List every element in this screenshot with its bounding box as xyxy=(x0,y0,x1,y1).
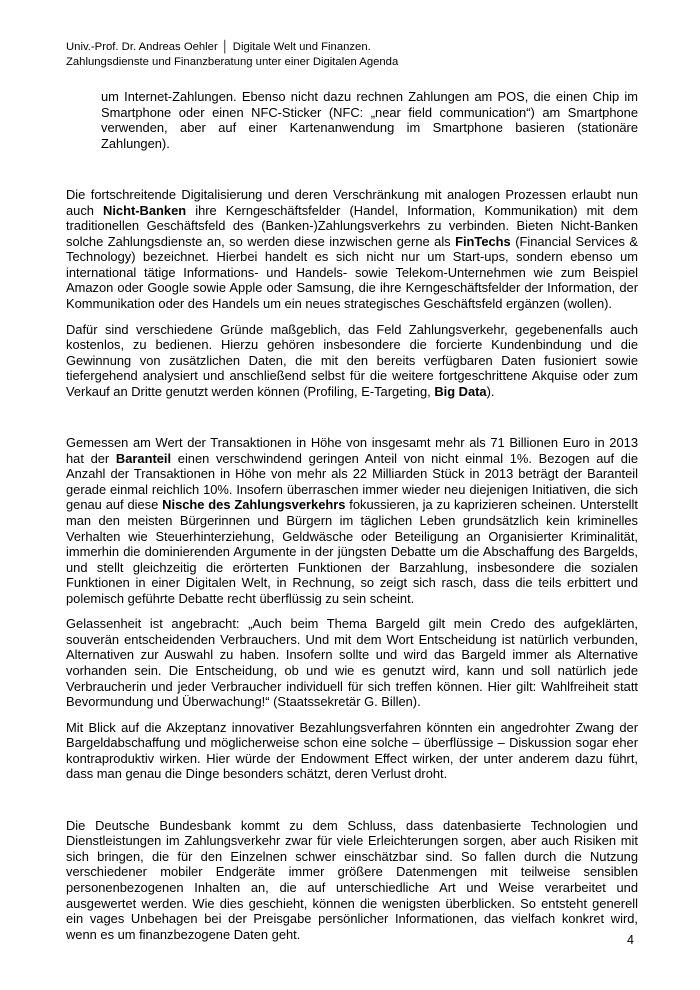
text-span: Gemessen am Wert der Transaktionen in Höhe von insgesamt mehr als 71 Billionen Euro in 2013 hat der xyxy=(66,435,638,466)
page-header xyxy=(66,40,646,70)
paragraph-akzeptanz: Mit Blick auf die Akzeptanz innovativer Bezahlungsverfahren könnten ein angedrohter Zwang der Bargeldabschaffung und möglicherweise schon eine solche – überflüssige – Diskussion sogar eher kontraproduktiv wirken. Hier würde der Endowment Effect wirken, der unter anderem dazu führt, dass man genau die Dinge besonders schätzt, deren Verlust droht. xyxy=(66,719,638,782)
text-span: ). xyxy=(486,383,495,399)
paragraph-digitalisierung xyxy=(66,187,638,311)
bold-term-big-data: Big Data xyxy=(434,383,487,399)
header-line-1 xyxy=(66,40,646,55)
header-author: Univ.-Prof. Dr. Andreas Oehler xyxy=(66,41,218,53)
header-subtitle: Zahlungsdienste und Finanzberatung unter einer Digitalen Agenda xyxy=(66,56,399,68)
text-span: einen verschwindend geringen Anteil von nicht einmal 1%. Bezogen auf die Anzahl der Transaktionen in Höhe von mehr als 22 Milliarden Stück in 2013 beträgt der Baranteil gerade einmal reichlich 10%. Insofern überraschen immer wieder neu diejenigen Initiativen, die sich genau auf diese xyxy=(66,450,639,513)
bold-term-baranteil: Baranteil xyxy=(115,450,172,466)
page-number: 4 xyxy=(627,933,634,947)
paragraph-gruende xyxy=(66,322,638,400)
bold-term-nische: Nische des Zahlungsverkehrs xyxy=(162,497,346,513)
text-span: ihre Kerngeschäftsfelder (Handel, Information, Kommunikation) mit dem traditionellen Geschäftsfeld des (Banken-)Zahlungsverkehrs zu verbinden. Bieten Nicht-Banken solche Zahlungsdienste an, so werden diese inzwischen gerne als xyxy=(66,202,638,249)
text-span: (Financial Services & Technology) bezeichnet. Hierbei handelt es sich nicht nur um Start-ups, sondern ebenso um international tätige Informations- und Handels- sowie Telekom-Unternehmen wie zum Beispiel Amazon oder Google sowie Apple oder Samsung, die ihre Kerngeschäftsfelder der Information, der Kommunikation oder des Handels um ein neues strategisches Geschäftsfeld ergänzen (wollen). xyxy=(66,233,639,312)
text-span: fokussieren, ja zu kaprizieren scheinen. Unterstellt man den meisten Bürgerinnen und Bürgern im täglichen Leben grundsätzlich kein kriminelles Verhalten wie Steuerhinterziehung, Geldwäsche oder Beteiligung an Organisierter Kriminalität, immerhin die dominierenden Argumente in der jüngsten Debatte um die Abschaffung des Bargelds, und stellt gleichzeitig die erörterten Funktionen der Barzahlung, insbesondere die sozialen Funktionen in einer Digitalen Welt, in Rechnung, so zeigt sich rasch, dass die teils erbittert und polemisch geführte Debatte recht überflüssig zu sein scheint. xyxy=(66,497,638,606)
paragraph-baranteil xyxy=(66,435,638,606)
paragraph-bundesbank: Die Deutsche Bundesbank kommt zu dem Schluss, dass datenbasierte Technologien und Dienstleistungen im Zahlungsverkehr zwar für viele Erleichterungen sorgen, aber auch Risiken mit sich bringen, die für den Einzelnen schwer einschätzbar sind. So fallen durch die Nutzung verschiedener mobiler Endgeräte immer größere Datenmengen mit teilweise sensiblen personenbezogenen Inhalten an, die auf unterschiedliche Art und Weise verarbeitet und ausgewertet werden. Wie dies geschieht, können die wenigsten überblicken. So entsteht generell ein vages Unbehagen bei der Preisgabe persönlicher Informationen, das vielfach konkret wird, wenn es um finanzbezogene Daten geht. xyxy=(66,817,638,942)
bold-term-nicht-banken: Nicht-Banken xyxy=(103,202,187,218)
paragraph-gelassenheit: Gelassenheit ist angebracht: „Auch beim Thema Bargeld gilt mein Credo des aufgeklärten, souverän entscheidenden Verbrauchers. Und mit dem Wort Entscheidung ist natürlich verbunden, Alternativen zur Auswahl zu haben. Insofern sollte und wird das Bargeld immer als Alternative vorhanden sein. Die Entscheidung, ob und wie es genutzt wird, kann und soll natürlich jede Verbraucherin und jeder Verbraucher individuell für sich treffen können. Hier gilt: Wahlfreiheit statt Bevormundung und Überwachung!“ (Staatssekretär G. Billen). xyxy=(66,616,638,710)
text-span: Die fortschreitende Digitalisierung und deren Verschränkung mit analogen Prozessen erlaubt nun auch xyxy=(66,187,638,218)
header-title: Digitale Welt und Finanzen. xyxy=(232,41,371,53)
header-separator: │ xyxy=(221,41,229,53)
bold-term-fintechs: FinTechs xyxy=(455,233,511,249)
body-text xyxy=(66,89,638,942)
text-span: Dafür sind verschiedene Gründe maßgeblich, das Feld Zahlungsverkehr, gegebenenfalls auch kostenlos, zu bedienen. Hierzu gehören insbesondere die forcierte Kundenbindung und die Gewinnung von zusätzlichen Daten, die mit den bereits verfügbaren Daten fusioniert sowie tiefergehend analysiert und anschließend selbst für die weitere fortgeschrittene Akquise oder zum Verkauf an Dritte genutzt werden können (Profiling, E-Targeting, xyxy=(66,321,638,399)
paragraph-continued-list-item: um Internet-Zahlungen. Ebenso nicht dazu rechnen Zahlungen am POS, die einen Chip im Smartphone oder einen NFC-Sticker (NFC: „near field communication“) am Smartphone verwenden, aber auf einer Kartenanwendung im Smartphone basieren (stationäre Zahlungen). xyxy=(101,89,638,151)
